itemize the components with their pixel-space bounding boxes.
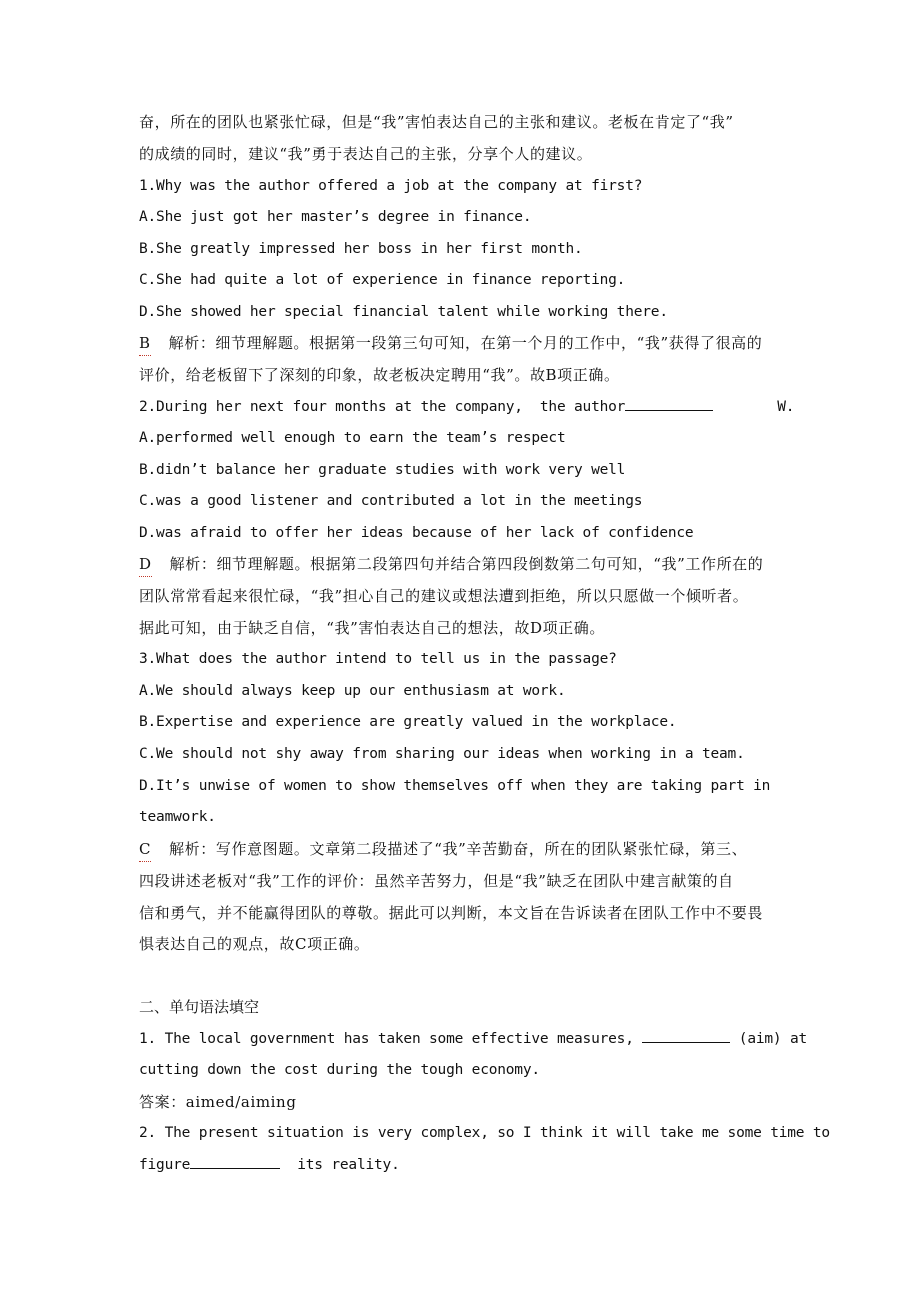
question-1-answer: B bbox=[139, 334, 151, 352]
question-3-explanation-line-2: 四段讲述老板对“我”工作的评价：虽然辛苦努力，但是“我”缺乏在团队中建言献策的自 bbox=[139, 872, 734, 890]
question-2-explanation-line-3: 据此可知，由于缺乏自信，“我”害怕表达自己的想法，故D项正确。 bbox=[139, 619, 605, 637]
grammar-2-line-1: 2. The present situation is very complex, so I think it will take me some time to bbox=[139, 1125, 830, 1141]
question-1-stem: 1.Why was the author offered a job at the company at first? bbox=[139, 178, 643, 194]
question-1-option-a: A.She just got her master’s degree in finance. bbox=[139, 209, 532, 225]
question-3-answer: C bbox=[139, 840, 152, 858]
question-3-stem: 3.What does the author intend to tell us in the passage? bbox=[139, 651, 617, 667]
question-2-explanation-text: 解析：细节理解题。根据第二段第四句并结合第四段倒数第二句可知，“我”工作所在的 bbox=[169, 555, 764, 573]
question-3-explanation-line-1 bbox=[139, 839, 747, 859]
question-2-stem-text: 2.During her next four months at the company, the author bbox=[139, 399, 626, 415]
intro-line-2: 的成绩的同时，建议“我”勇于表达自己的主张，分享个人的建议。 bbox=[139, 145, 593, 163]
section-2-title: 二、单句语法填空 bbox=[139, 998, 260, 1016]
question-3-explanation-text: 解析：写作意图题。文章第二段描述了“我”辛苦勤奋，所在的团队紧张忙碌，第三、 bbox=[169, 840, 748, 858]
grammar-1-hint: (aim) at bbox=[730, 1031, 808, 1047]
question-1-option-b: B.She greatly impressed her boss in her first month. bbox=[139, 241, 583, 257]
question-3-explanation-line-4: 惧表达自己的观点，故C项正确。 bbox=[139, 935, 370, 953]
question-2-option-d: D.was afraid to offer her ideas because of her lack of confidence bbox=[139, 525, 694, 541]
grammar-2-blank bbox=[190, 1156, 280, 1169]
question-1-option-c: C.She had quite a lot of experience in finance reporting. bbox=[139, 272, 626, 288]
grammar-1-blank bbox=[642, 1030, 730, 1043]
question-3-explanation-line-3: 信和勇气，并不能赢得团队的尊敬。据此可以判断，本文旨在告诉读者在团队工作中不要畏 bbox=[139, 904, 764, 922]
question-2-stem bbox=[139, 397, 794, 417]
question-2-option-b: B.didn’t balance her graduate studies with work very well bbox=[139, 462, 626, 478]
question-2-stem-tail: W. bbox=[777, 399, 795, 415]
question-3-option-d-line-2: teamwork. bbox=[139, 809, 216, 825]
grammar-1-line-2: cutting down the cost during the tough economy. bbox=[139, 1062, 540, 1078]
grammar-1-answer: 答案：aimed/aiming bbox=[139, 1093, 297, 1111]
grammar-2-tail: its reality. bbox=[280, 1157, 400, 1173]
intro-line-1: 奋，所在的团队也紧张忙碌，但是“我”害怕表达自己的主张和建议。老板在肯定了“我” bbox=[139, 113, 734, 131]
question-1-explanation-line-2: 评价，给老板留下了深刻的印象，故老板决定聘用“我”。故B项正确。 bbox=[139, 366, 620, 384]
question-1-explanation-line-1 bbox=[139, 333, 762, 353]
question-3-option-a: A.We should always keep up our enthusiasm at work. bbox=[139, 683, 566, 699]
grammar-1-line-1 bbox=[139, 1029, 807, 1049]
grammar-1-text: 1. The local government has taken some effective measures, bbox=[139, 1031, 643, 1047]
question-1-option-d: D.She showed her special financial talent while working there. bbox=[139, 304, 668, 320]
grammar-2-line-2 bbox=[139, 1155, 400, 1175]
question-3-option-d-line-1: D.It’s unwise of women to show themselves off when they are taking part in bbox=[139, 778, 771, 794]
question-3-option-b: B.Expertise and experience are greatly valued in the workplace. bbox=[139, 714, 677, 730]
question-2-option-c: C.was a good listener and contributed a lot in the meetings bbox=[139, 493, 643, 509]
question-2-explanation-line-2: 团队常常看起来很忙碌，“我”担心自己的建议或想法遭到拒绝，所以只愿做一个倾听者。 bbox=[139, 587, 749, 605]
question-2-explanation-line-1 bbox=[139, 554, 763, 574]
question-3-option-c: C.We should not shy away from sharing our ideas when working in a team. bbox=[139, 746, 745, 762]
grammar-2-text: figure bbox=[139, 1157, 191, 1173]
question-1-explanation-text: 解析：细节理解题。根据第一段第三句可知，在第一个月的工作中，“我”获得了很高的 bbox=[168, 334, 763, 352]
question-2-option-a: A.performed well enough to earn the team’s respect bbox=[139, 430, 566, 446]
question-2-answer: D bbox=[139, 555, 152, 573]
question-2-blank bbox=[625, 398, 713, 411]
